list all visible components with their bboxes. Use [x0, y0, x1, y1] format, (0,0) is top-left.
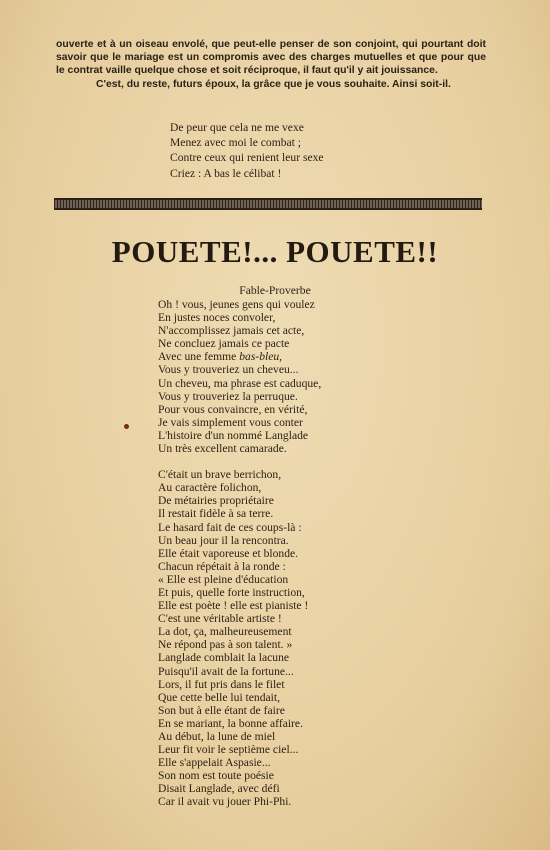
poem-line: Elle s'appelait Aspasie...	[158, 756, 271, 770]
poem-line: Lors, il fut pris dans le filet	[158, 677, 285, 691]
poem-line: Je vais simplement vous conter	[158, 415, 303, 429]
page-title: POUETE!... POUETE!!	[111, 234, 439, 269]
poem-line: L'histoire d'un nommé Langlade	[158, 428, 309, 442]
poem-line: Puisqu'il avait de la fortune...	[158, 664, 294, 678]
poem-line: Avec une femme bas-bleu,	[158, 350, 283, 364]
poem-line: Et puis, quelle forte instruction,	[158, 585, 305, 599]
poem-line: Un beau jour il la rencontra.	[158, 533, 289, 547]
poem-line: Le hasard fait de ces coups-là :	[158, 520, 302, 534]
closing-paragraph: C'est, du reste, futurs époux, la grâce que je vous souhaite. Ainsi soit-il.	[96, 78, 451, 90]
poem-line: Oh ! vous, jeunes gens qui voulez	[158, 298, 315, 311]
poem-line: Un cheveu, ma phrase est caduque,	[158, 376, 322, 390]
poem-line: Car il avait vu jouer Phi-Phi.	[158, 795, 292, 809]
poem-line: Vous y trouveriez un cheveu...	[158, 363, 299, 377]
poem-line: Vous y trouveriez la perruque.	[158, 389, 298, 403]
poem-line: Son nom est toute poésie	[158, 769, 274, 783]
stanza-line: Menez avec moi le combat ;	[170, 136, 302, 150]
stanza-line: De peur que cela ne me vexe	[170, 121, 304, 134]
poem-line: Un très excellent camarade.	[158, 442, 287, 456]
poem-line: En se mariant, la bonne affaire.	[158, 716, 303, 730]
decorative-divider	[54, 198, 482, 210]
poem-line: Au début, la lune de miel	[158, 730, 276, 743]
poem-line: « Elle est pleine d'éducation	[158, 572, 289, 586]
ink-spot	[124, 424, 129, 429]
poem-line: Elle était vaporeuse et blonde.	[158, 546, 299, 560]
poem-line: En justes noces convoler,	[158, 311, 276, 325]
poem-line: C'est une véritable artiste !	[158, 612, 282, 626]
poem-line: Son but à elle étant de faire	[158, 703, 285, 717]
poem-line: Leur fit voir le septième ciel...	[158, 743, 299, 757]
poem-line: Ne concluez jamais ce pacte	[158, 337, 290, 351]
closing-stanza	[170, 120, 324, 181]
poem-line: De métairies propriétaire	[158, 494, 274, 508]
poem-line: Chacun répétait à la ronde :	[158, 559, 286, 573]
stanza-line: Contre ceux qui renient leur sexe	[170, 151, 324, 165]
fable-poem	[158, 298, 321, 809]
poem-line: Au caractère folichon,	[158, 481, 262, 495]
poem-line: N'accomplissez jamais cet acte,	[158, 324, 305, 338]
poem-line: Pour vous convaincre, en vérité,	[158, 402, 308, 416]
poem-line: Langlade comblait la lacune	[158, 651, 290, 665]
poem-line: Que cette belle lui tendait,	[158, 690, 281, 704]
poem-line: La dot, ça, malheureusement	[158, 625, 292, 639]
poem-line: Il restait fidèle à sa terre.	[158, 507, 274, 521]
poem-line: Ne répond pas à son talent. »	[158, 638, 293, 652]
intro-paragraph: ouverte et à un oiseau envolé, que peut-elle penser de son conjoint, qui pourtant doit savoir que le mariage est un compromis avec des charges mutuelles et que pour que le contrat vaille quelque chose et soit réciproque, il faut qu'il y ait jouissance.	[56, 39, 486, 77]
poem-line: Elle est poète ! elle est pianiste !	[158, 599, 309, 613]
stanza-line: Criez : A bas le célibat !	[170, 166, 282, 180]
poem-line: Disait Langlade, avec défi	[158, 782, 280, 796]
subtitle: Fable-Proverbe	[239, 284, 311, 297]
stanza-gap	[158, 455, 321, 468]
prose-block	[56, 38, 486, 91]
poem-line: C'était un brave berrichon,	[158, 468, 282, 482]
